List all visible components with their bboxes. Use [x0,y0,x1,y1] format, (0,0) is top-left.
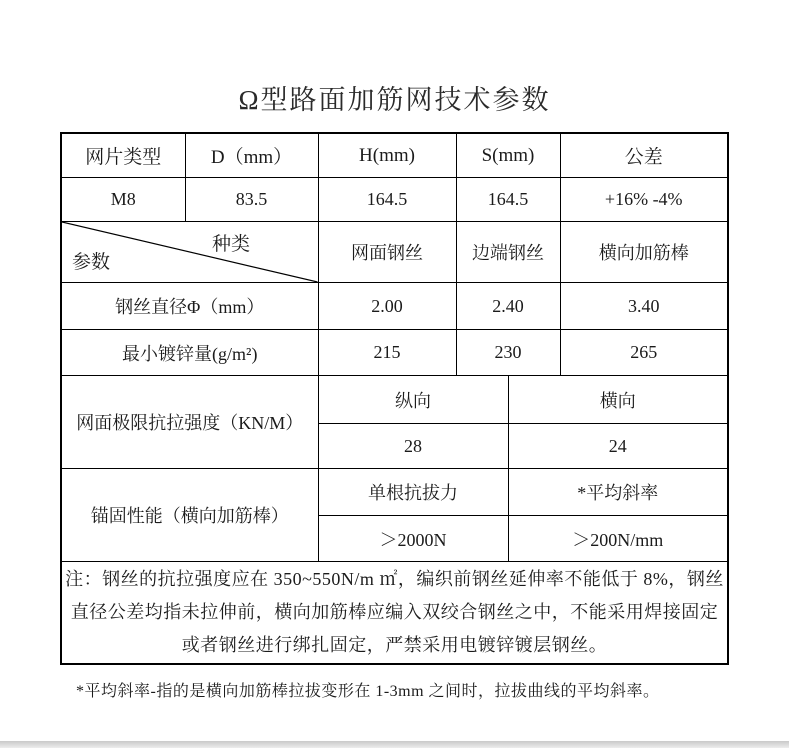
header-h: H(mm) [318,133,456,178]
tensile-longitudinal-header: 纵向 [318,376,508,424]
spec-table [60,132,729,665]
zinc-coating-row [61,330,728,376]
anchorage-slope-header: *平均斜率 [508,469,728,516]
header-s: S(mm) [456,133,560,178]
wire-diameter-transverse-bar: 3.40 [560,283,728,330]
category-header-row [61,222,728,283]
tensile-transverse-value: 24 [508,424,728,469]
diagonal-label-category: 种类 [212,234,251,255]
diagonal-header-cell [61,222,318,283]
table-note: 注：钢丝的抗拉强度应在 350~550N/m ㎡，编织前钢丝延伸率不能低于 8%，钢丝直径公差均指未拉伸前，横向加筋棒应编入双绞合钢丝之中，不能采用焊接固定或者钢丝进行绑扎固定，严禁采用电镀锌镀层钢丝。 [61,562,728,665]
wire-diameter-label: 钢丝直径Φ（mm） [61,283,318,330]
tensile-label: 网面极限抗拉强度（KN/M） [61,376,318,469]
footnote-average-slope: *平均斜率-指的是横向加筋棒拉拔变形在 1-3mm 之间时，拉拔曲线的平均斜率。 [76,683,660,700]
category-mesh-wire: 网面钢丝 [318,222,456,283]
tensile-longitudinal-value: 28 [318,424,508,469]
page-title: Ω型路面加筋网技术参数 [238,85,551,115]
anchorage-slope-value: ＞200N/mm [508,516,728,562]
value-d: 83.5 [185,178,318,222]
header-tolerance: 公差 [560,133,728,178]
header-d: D（mm） [185,133,318,178]
zinc-coating-transverse-bar: 265 [560,330,728,376]
value-mesh-type: M8 [61,178,185,222]
value-s: 164.5 [456,178,560,222]
value-tolerance: +16% -4% [560,178,728,222]
header-row [61,133,728,178]
category-edge-wire: 边端钢丝 [456,222,560,283]
anchorage-pullout-header: 单根抗拔力 [318,469,508,516]
zinc-coating-label: 最小镀锌量(g/m²) [61,330,318,376]
anchorage-pullout-value: ＞2000N [318,516,508,562]
category-transverse-bar: 横向加筋棒 [560,222,728,283]
tensile-transverse-header: 横向 [508,376,728,424]
tensile-header-row [61,376,728,424]
bottom-edge-strip [0,741,789,748]
header-mesh-type: 网片类型 [61,133,185,178]
note-row [61,562,728,665]
diagonal-label-parameter: 参数 [72,252,111,273]
anchorage-header-row [61,469,728,516]
value-h: 164.5 [318,178,456,222]
zinc-coating-mesh-wire: 215 [318,330,456,376]
wire-diameter-edge-wire: 2.40 [456,283,560,330]
anchorage-label: 锚固性能（横向加筋棒） [61,469,318,562]
wire-diameter-row [61,283,728,330]
spec-row [61,178,728,222]
zinc-coating-edge-wire: 230 [456,330,560,376]
wire-diameter-mesh-wire: 2.00 [318,283,456,330]
